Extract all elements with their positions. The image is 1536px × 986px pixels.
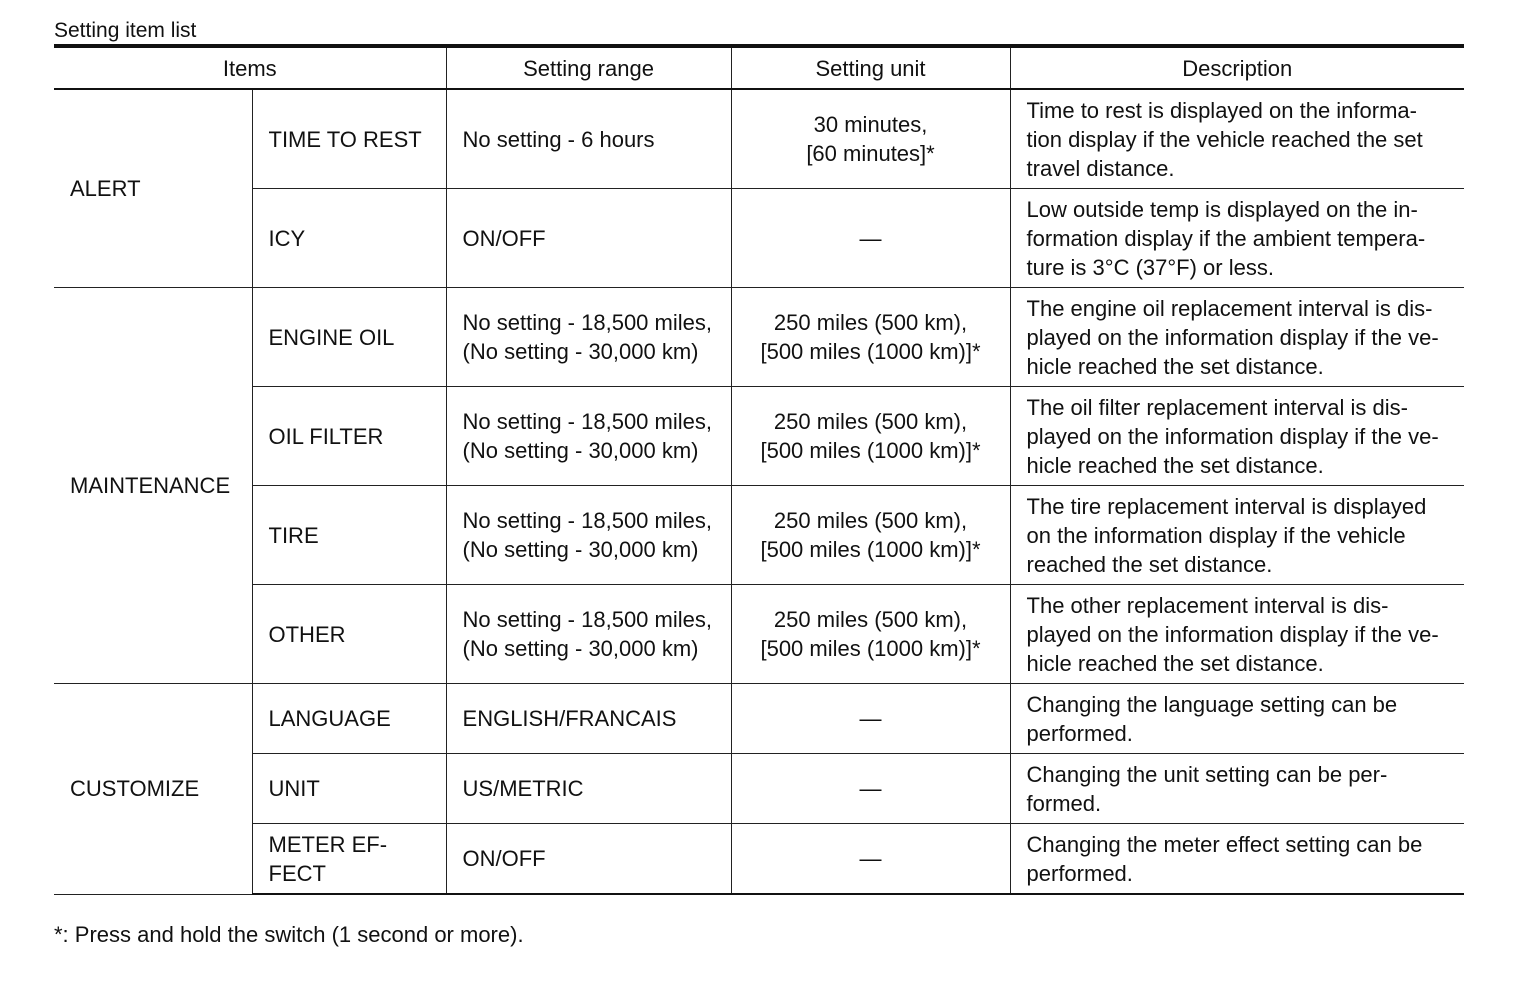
- header-setting-unit: Setting unit: [731, 46, 1010, 89]
- item-cell: TIRE: [252, 486, 446, 585]
- description-cell: The oil filter replacement interval is dis- played on the information display if the ve- hicle reached the set distance.: [1010, 387, 1464, 486]
- item-cell: OIL FILTER: [252, 387, 446, 486]
- group-label-customize: CUSTOMIZE: [54, 684, 252, 895]
- table-row: [54, 824, 1464, 895]
- description-cell: The other replacement interval is dis- played on the information display if the ve- hicle reached the set distance.: [1010, 585, 1464, 684]
- setting-item-table: [54, 44, 1464, 895]
- description-cell: The tire replacement interval is displayed on the information display if the vehicle reached the set distance.: [1010, 486, 1464, 585]
- range-cell: No setting - 18,500 miles, (No setting - 30,000 km): [446, 585, 731, 684]
- description-cell: Low outside temp is displayed on the in- formation display if the ambient tempera- ture is 3°C (37°F) or less.: [1010, 189, 1464, 288]
- unit-cell: 250 miles (500 km), [500 miles (1000 km)]*: [731, 387, 1010, 486]
- item-cell: OTHER: [252, 585, 446, 684]
- header-row: [54, 46, 1464, 89]
- range-cell: ENGLISH/FRANCAIS: [446, 684, 731, 754]
- description-cell: The engine oil replacement interval is dis- played on the information display if the ve- hicle reached the set distance.: [1010, 288, 1464, 387]
- item-cell: TIME TO REST: [252, 89, 446, 189]
- item-cell: METER EF- FECT: [252, 824, 446, 895]
- item-cell: ENGINE OIL: [252, 288, 446, 387]
- item-cell: LANGUAGE: [252, 684, 446, 754]
- group-label-maintenance: MAINTENANCE: [54, 288, 252, 684]
- description-cell: Changing the unit setting can be per- formed.: [1010, 754, 1464, 824]
- table-row: [54, 754, 1464, 824]
- table-row: [54, 189, 1464, 288]
- table-row: [54, 585, 1464, 684]
- description-cell: Changing the meter effect setting can be performed.: [1010, 824, 1464, 895]
- unit-cell: —: [731, 684, 1010, 754]
- unit-cell: 250 miles (500 km), [500 miles (1000 km)]*: [731, 585, 1010, 684]
- table-row: [54, 89, 1464, 189]
- unit-cell: 30 minutes, [60 minutes]*: [731, 89, 1010, 189]
- table-caption: Setting item list: [54, 19, 197, 42]
- table-row: [54, 486, 1464, 585]
- description-cell: Changing the language setting can be performed.: [1010, 684, 1464, 754]
- item-cell: UNIT: [252, 754, 446, 824]
- item-cell: ICY: [252, 189, 446, 288]
- header-items: Items: [54, 46, 446, 89]
- range-cell: No setting - 18,500 miles, (No setting - 30,000 km): [446, 486, 731, 585]
- unit-cell: 250 miles (500 km), [500 miles (1000 km)]*: [731, 288, 1010, 387]
- range-cell: ON/OFF: [446, 824, 731, 895]
- range-cell: No setting - 18,500 miles, (No setting - 30,000 km): [446, 387, 731, 486]
- table-row: [54, 288, 1464, 387]
- table-row: [54, 684, 1464, 754]
- group-label-alert: ALERT: [54, 89, 252, 288]
- unit-cell: —: [731, 189, 1010, 288]
- range-cell: US/METRIC: [446, 754, 731, 824]
- unit-cell: —: [731, 824, 1010, 895]
- table-row: [54, 387, 1464, 486]
- header-description: Description: [1010, 46, 1464, 89]
- footnote: *: Press and hold the switch (1 second or more).: [54, 922, 524, 947]
- range-cell: No setting - 6 hours: [446, 89, 731, 189]
- unit-cell: —: [731, 754, 1010, 824]
- description-cell: Time to rest is displayed on the informa- tion display if the vehicle reached the set travel distance.: [1010, 89, 1464, 189]
- range-cell: ON/OFF: [446, 189, 731, 288]
- range-cell: No setting - 18,500 miles, (No setting - 30,000 km): [446, 288, 731, 387]
- header-setting-range: Setting range: [446, 46, 731, 89]
- unit-cell: 250 miles (500 km), [500 miles (1000 km)]*: [731, 486, 1010, 585]
